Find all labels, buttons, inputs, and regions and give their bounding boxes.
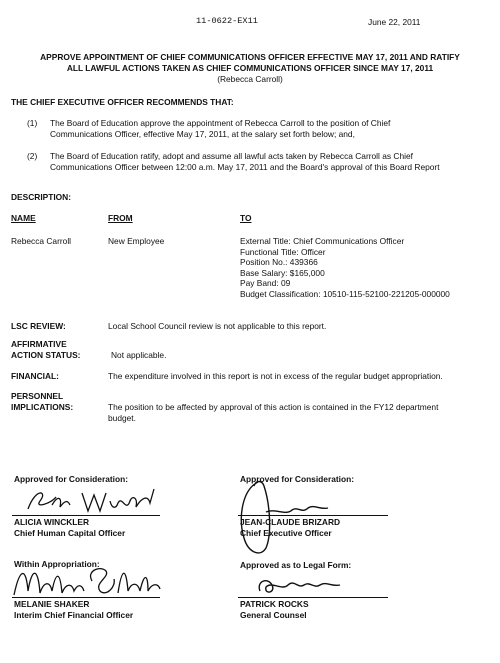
recommend-item-2 — [50, 151, 440, 172]
column-from-header: FROM — [108, 213, 133, 223]
affirmative-action-label — [11, 339, 80, 360]
lsc-review-text: Local School Council review is not applicable to this report. — [108, 321, 327, 331]
affirmative-action-text: Not applicable. — [111, 350, 167, 360]
recommend-item-1-line-2: Communications Officer, effective May 17, 2011, at the salary set forth below; and, — [50, 128, 355, 139]
personnel-label-line-1: PERSONNEL — [11, 391, 64, 401]
personnel-label — [11, 391, 73, 412]
personnel-text — [108, 402, 438, 423]
column-to-header: TO — [240, 213, 252, 223]
recommend-item-2-number: (2) — [27, 151, 38, 161]
recommend-item-1-line-1: The Board of Education approve the appointment of Rebecca Carroll to the position of Chief — [50, 118, 391, 128]
right-top-caption: Approved for Consideration: — [240, 474, 354, 484]
title-line-3: (Rebecca Carroll) — [217, 74, 283, 84]
title-line-1: APPROVE APPOINTMENT OF CHIEF COMMUNICATIONS OFFICER EFFECTIVE MAY 17, 2011 AND RATIFY — [40, 52, 460, 62]
position-budget-classification: Budget Classification: 10510-115-52100-221205-000000 — [240, 288, 450, 299]
personnel-text-line-1: The position to be affected by approval of this action is contained in the FY12 department — [108, 402, 439, 412]
employee-name: Rebecca Carroll — [11, 236, 72, 246]
recommend-item-2-line-1: The Board of Education ratify, adopt and assume all lawful acts taken by Rebecca Carroll as Chief — [50, 151, 413, 161]
left-top-caption: Approved for Consideration: — [14, 474, 128, 484]
recommend-item-1-number: (1) — [27, 118, 38, 128]
document-number: 11-0622-EX11 — [196, 16, 258, 26]
recommend-item-2-line-2: Communications Officer between 12:00 a.m. May 17, 2011 and the Board's approval of this Board Report — [50, 161, 440, 172]
description-heading: DESCRIPTION: — [11, 192, 72, 202]
recommend-item-1 — [50, 118, 390, 139]
right-top-name: JEAN-CLAUDE BRIZARD — [240, 517, 341, 527]
position-base-salary: Base Salary: $165,000 — [240, 267, 325, 278]
left-bottom-caption: Within Appropriation: — [14, 559, 100, 569]
document-date: June 22, 2011 — [368, 17, 421, 27]
affirmative-action-label-line-1: AFFIRMATIVE — [11, 339, 67, 349]
position-external-title: External Title: Chief Communications Officer — [240, 236, 405, 246]
left-top-name: ALICIA WINCKLER — [14, 517, 90, 527]
left-top-title: Chief Human Capital Officer — [14, 528, 126, 538]
right-top-title: Chief Executive Officer — [240, 528, 332, 538]
winckler-signature-image — [22, 483, 172, 519]
left-bottom-name: MELANIE SHAKER — [14, 599, 90, 609]
rocks-signature-image — [252, 573, 352, 599]
employee-from: New Employee — [108, 236, 165, 246]
position-details — [240, 236, 450, 299]
position-number: Position No.: 439366 — [240, 257, 318, 267]
shaker-signature-image — [10, 561, 170, 601]
right-top-signature-line — [238, 515, 388, 516]
position-functional-title: Functional Title: Officer — [240, 246, 326, 257]
right-bottom-title: General Counsel — [240, 610, 307, 620]
right-bottom-caption: Approved as to Legal Form: — [240, 560, 352, 570]
left-bottom-title: Interim Chief Financial Officer — [14, 610, 134, 620]
position-pay-band: Pay Band: 09 — [240, 278, 291, 288]
title-line-2: ALL LAWFUL ACTIONS TAKEN AS CHIEF COMMUNICATIONS OFFICER SINCE MAY 17, 2011 — [66, 63, 434, 73]
personnel-text-line-2: budget. — [108, 412, 136, 423]
affirmative-action-label-line-2: ACTION STATUS: — [11, 349, 81, 360]
right-bottom-name: PATRICK ROCKS — [240, 599, 309, 609]
financial-label: FINANCIAL: — [11, 371, 59, 381]
personnel-label-line-2: IMPLICATIONS: — [11, 401, 74, 412]
left-bottom-signature-line — [12, 597, 160, 598]
right-bottom-signature-line — [238, 597, 388, 598]
recommends-heading: THE CHIEF EXECUTIVE OFFICER RECOMMENDS THAT: — [11, 97, 234, 107]
financial-text: The expenditure involved in this report is not in excess of the regular budget appropriation. — [108, 371, 443, 381]
lsc-review-label: LSC REVIEW: — [11, 321, 66, 331]
column-name-header: NAME — [11, 213, 36, 223]
left-top-signature-line — [12, 515, 160, 516]
